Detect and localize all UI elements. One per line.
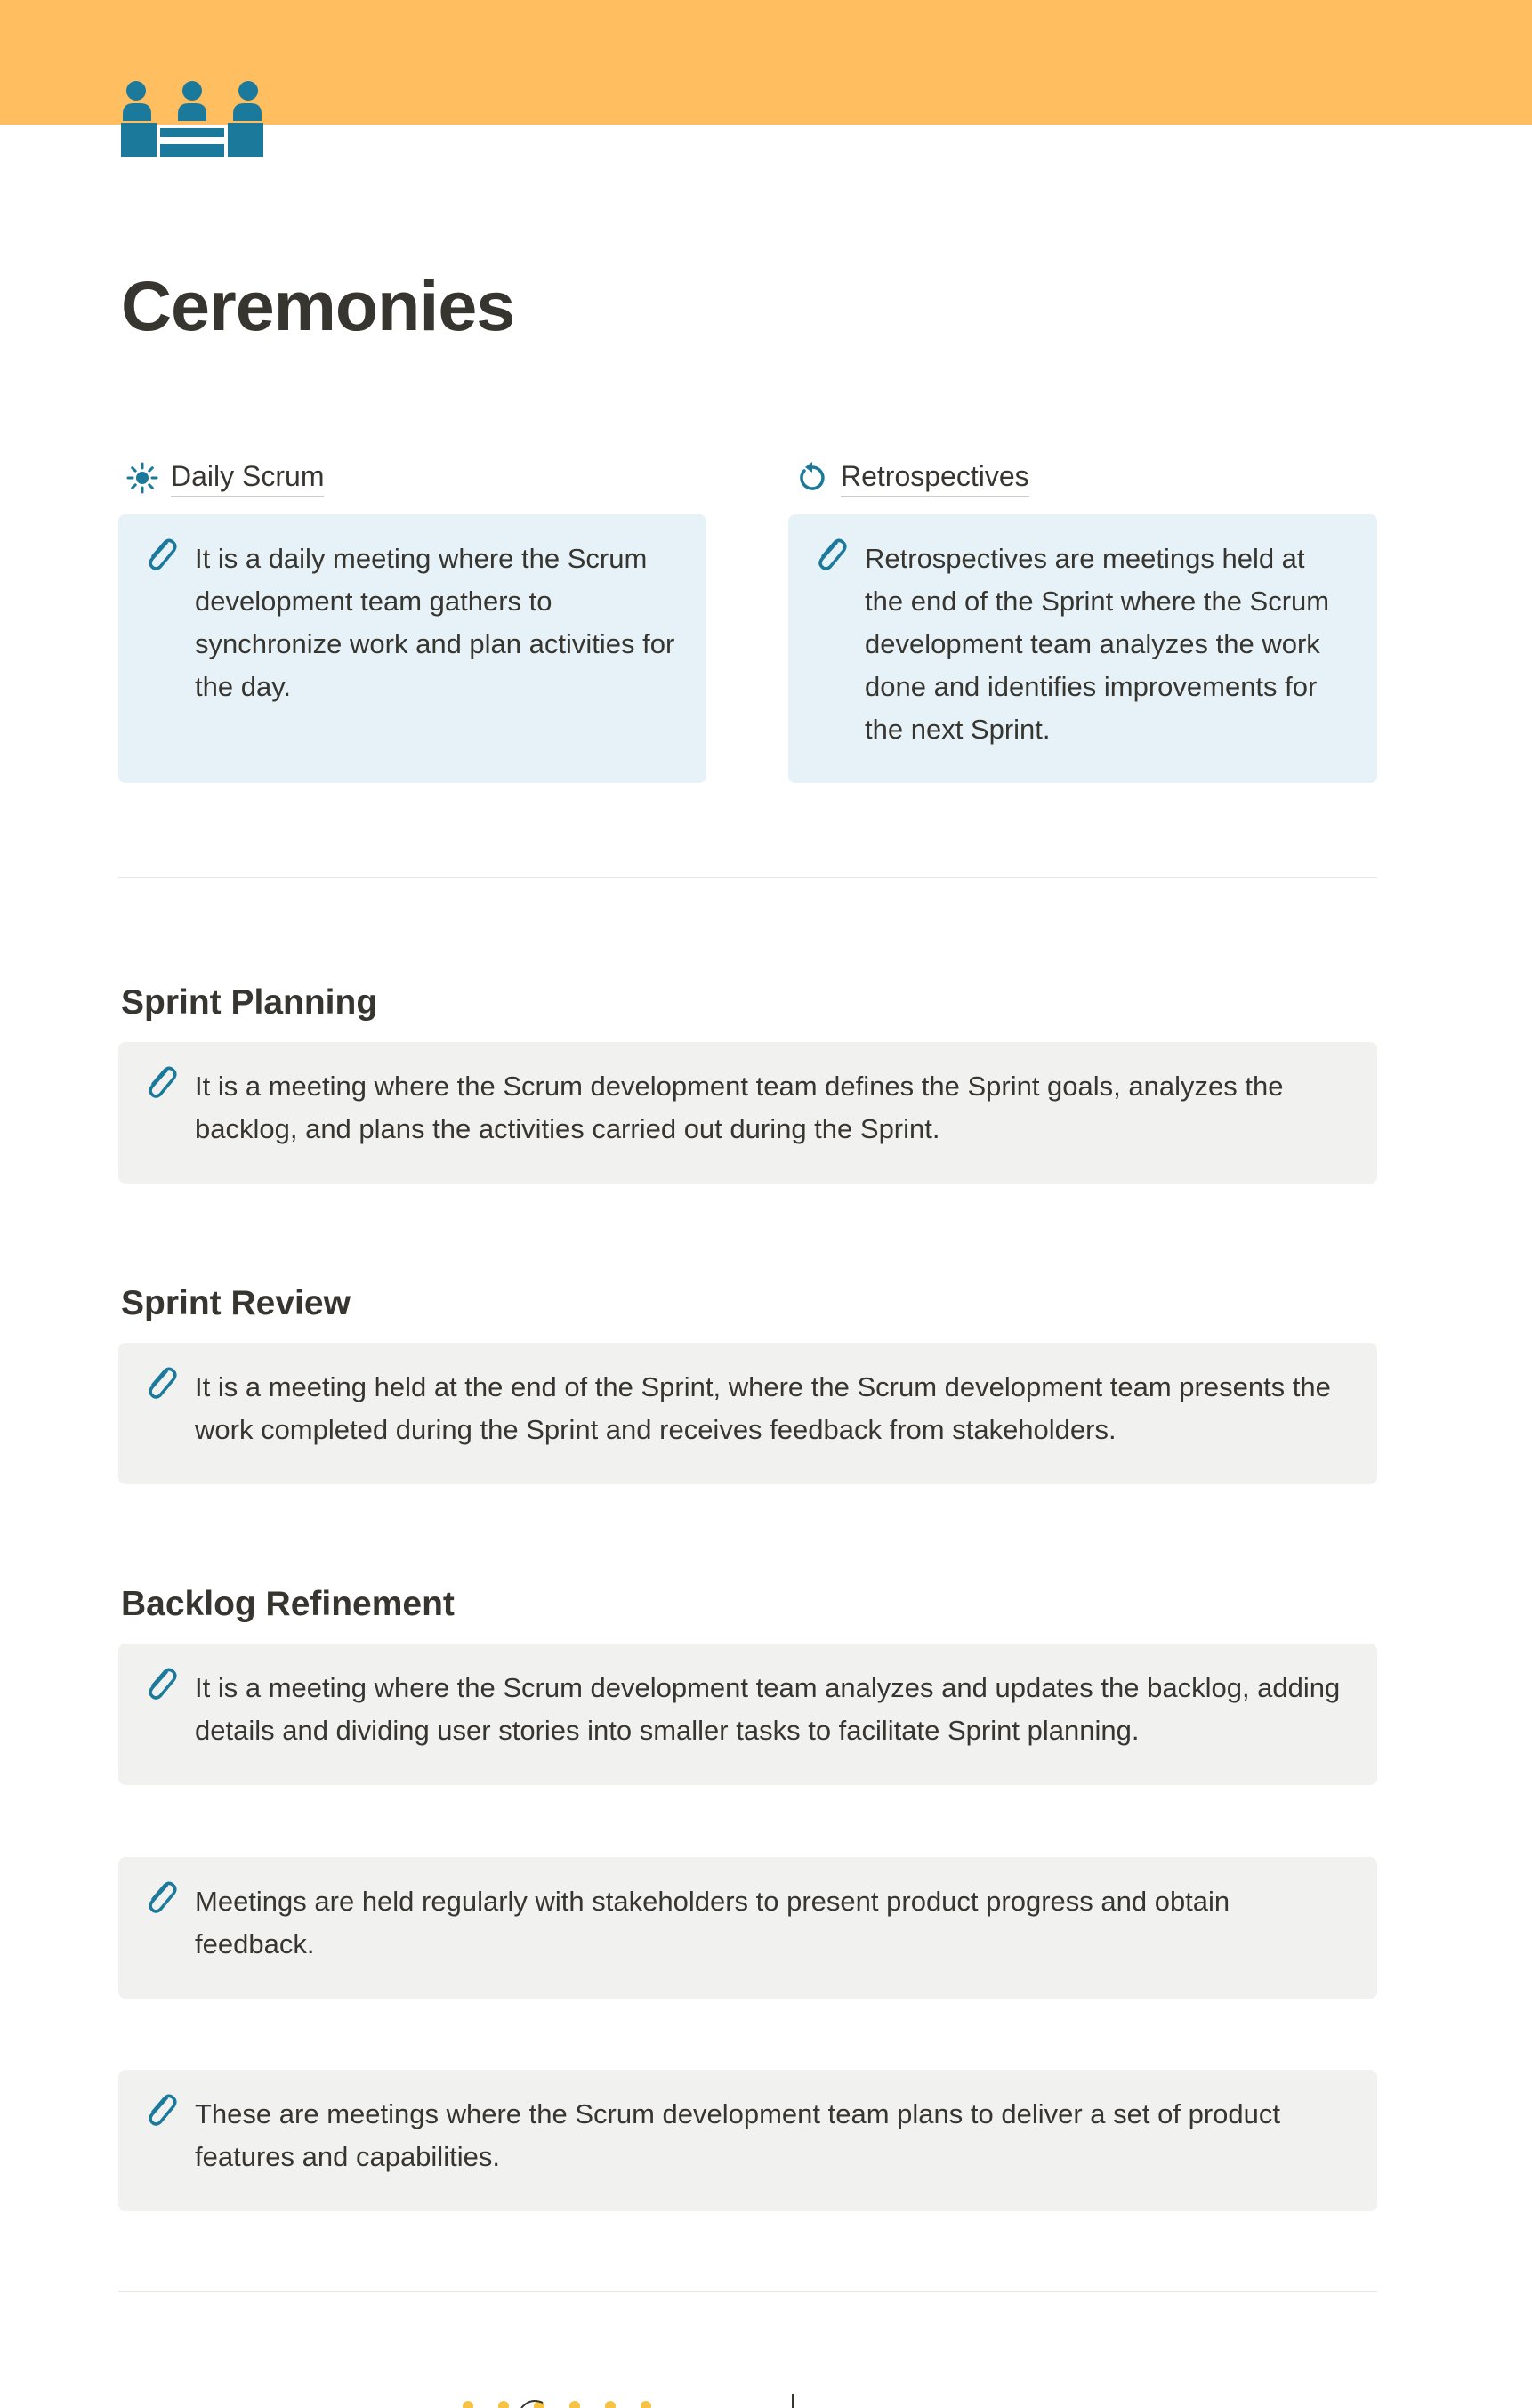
retrospectives-link[interactable] [794, 456, 1029, 500]
paperclip-icon [811, 536, 851, 575]
sprint-review-heading: Sprint Review [121, 1284, 351, 1322]
stakeholder-meetings-text: Meetings are held regularly with stakeholders to present product progress and obtain feedback. [195, 1886, 1230, 1960]
backlog-refinement-text: It is a meeting where the Scrum development team analyzes and updates the backlog, adding details and dividing user stories into smaller tasks to facilitate Sprint planning. [195, 1672, 1341, 1746]
daily-scrum-link[interactable] [125, 456, 324, 500]
paperclip-icon [141, 1879, 181, 1918]
backlog-refinement-callout [118, 1644, 1377, 1785]
paperclip-icon [141, 536, 181, 575]
sprint-planning-callout [118, 1042, 1377, 1184]
paperclip-icon [141, 1063, 181, 1103]
retrospectives-text: Retrospectives are meetings held at the end of the Sprint where the Scrum development team analyzes the work done and identifies improvements for the next Sprint. [865, 543, 1330, 745]
page-title: Ceremonies [121, 266, 515, 345]
daily-scrum-label: Daily Scrum [171, 458, 324, 497]
stakeholder-meetings-callout [118, 1857, 1377, 1999]
delivery-planning-text: These are meetings where the Scrum development team plans to deliver a set of product features and capabilities. [195, 2098, 1280, 2172]
divider [118, 877, 1377, 878]
sprint-planning-heading: Sprint Planning [121, 983, 378, 1022]
sprint-planning-text: It is a meeting where the Scrum development team defines the Sprint goals, analyzes the backlog, and plans the activities carried out during the Sprint. [195, 1071, 1284, 1144]
sun-icon [125, 460, 160, 496]
daily-scrum-text: It is a daily meeting where the Scrum development team gathers to synchronize work and plan activities for the day. [195, 543, 675, 702]
illustration-line [792, 2394, 794, 2408]
daily-scrum-callout [118, 514, 706, 783]
paperclip-icon [141, 1665, 181, 1704]
refresh-icon [794, 460, 830, 496]
delivery-planning-callout [118, 2070, 1377, 2211]
retrospectives-label: Retrospectives [841, 458, 1029, 497]
meeting-people-icon[interactable] [121, 78, 263, 157]
retrospectives-callout [788, 514, 1377, 783]
divider [118, 2291, 1377, 2292]
paperclip-icon [141, 2091, 181, 2130]
backlog-refinement-heading: Backlog Refinement [121, 1585, 455, 1623]
illustration-image [454, 2394, 810, 2408]
sprint-review-callout [118, 1343, 1377, 1484]
paperclip-icon [141, 1364, 181, 1403]
sprint-review-text: It is a meeting held at the end of the Sprint, where the Scrum development team presents the work completed during the Sprint and receives feedback from stakeholders. [195, 1371, 1331, 1445]
